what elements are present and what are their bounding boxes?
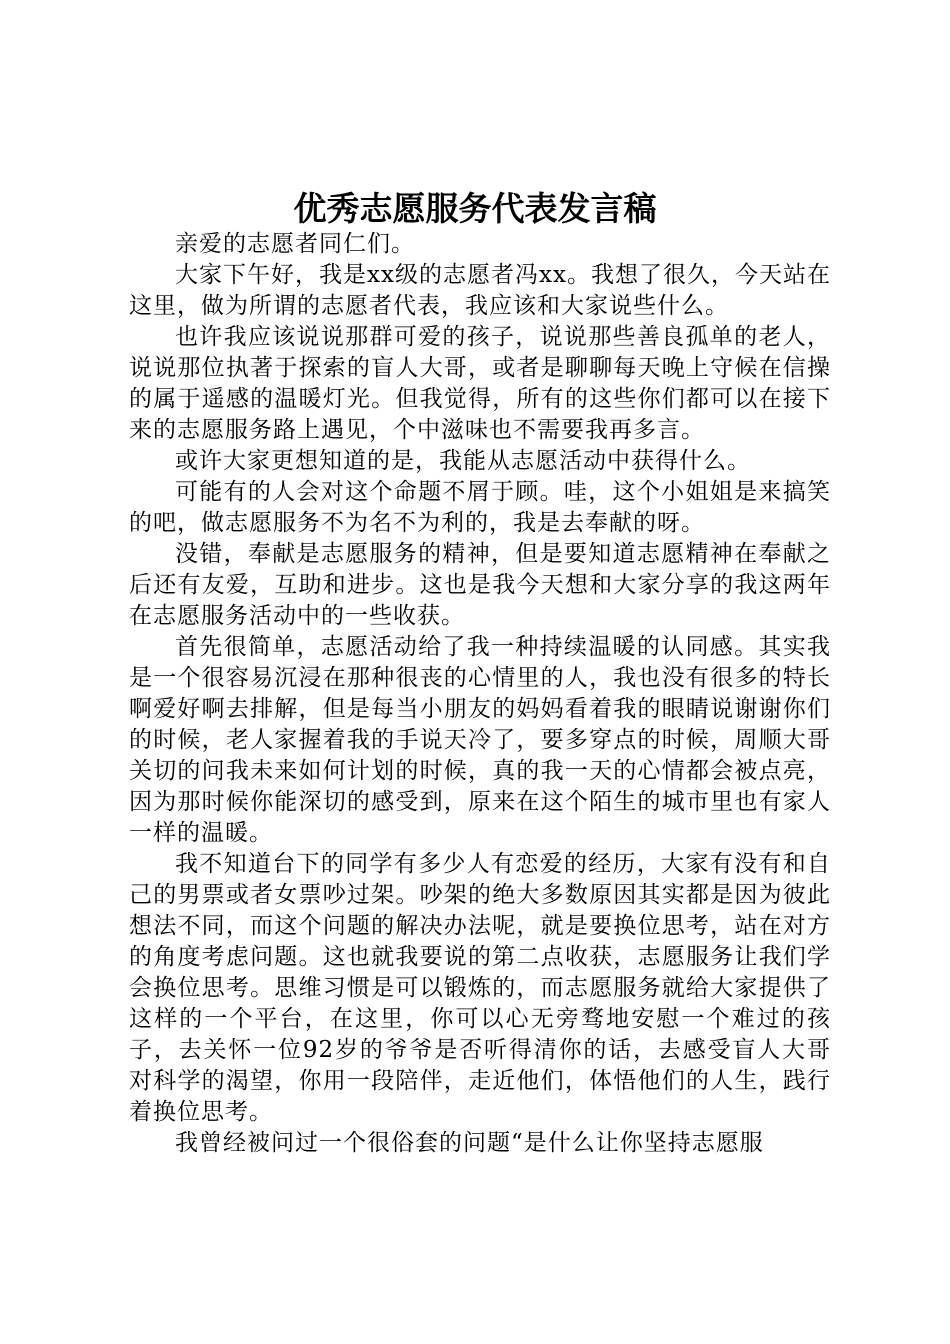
paragraph-question: 或许大家更想知道的是，我能从志愿活动中获得什么。 <box>175 448 751 474</box>
paragraph-spirit: 没错，奉献是志愿服务的精神，但是要知道志愿精神在奉献之后还有友爱，互助和进步。这也是我今天想和大家分享的我这两年在志愿服务活动中的一些收获。 <box>129 541 831 629</box>
paragraph-persistence: 我曾经被问过一个很俗套的问题“是什么让你坚持志愿服 <box>175 1130 764 1156</box>
paragraph-first-gain: 首先很简单，志愿活动给了我一种持续温暖的认同感。其实我是一个很容易沉浸在那种很丧的心情里的人，我也没有很多的特长啊爱好啊去排解，但是每当小朋友的妈妈看着我的眼睛说谢谢你们的时候，老人家握着我的手说天冷了，要多穿点的时候，周顺大哥关切的问我未来如何计划的时候，真的我一天的心情都会被点亮，因为那时候你能深切的感受到，原来在这个陌生的城市里也有家人一样的温暖。 <box>129 634 831 846</box>
document-title: 优秀志愿服务代表发言稿 <box>293 189 657 228</box>
paragraph-experiences: 也许我应该说说那群可爱的孩子，说说那些善良孤单的老人，说说那位执著于探索的盲人大哥，或者是聊聊每天晚上守候在信操的属于遥感的温暖灯光。但我觉得，所有的这些你们都可以在接下来的志愿服务路上遇见，个中滋味也不需要我再多言。 <box>129 324 831 443</box>
paragraph-objection: 可能有的人会对这个命题不屑于顾。哇，这个小姐姐是来搞笑的吧，做志愿服务不为名不为利的，我是去奉献的呀。 <box>129 479 831 536</box>
paragraph-greeting: 亲爱的志愿者同仁们。 <box>175 231 415 257</box>
document-body <box>129 229 831 1159</box>
paragraph-introduction: 大家下午好，我是xx级的志愿者冯xx。我想了很久，今天站在这里，做为所谓的志愿者代表，我应该和大家说些什么。 <box>129 262 831 319</box>
paragraph-second-gain: 我不知道台下的同学有多少人有恋爱的经历，大家有没有和自己的男票或者女票吵过架。吵架的绝大多数原因其实都是因为彼此想法不同，而这个问题的解决办法呢，就是要换位思考，站在对方的角度考虑问题。这也就我要说的第二点收获，志愿服务让我们学会换位思考。思维习惯是可以锻炼的，而志愿服务就给大家提供了这样的一个平台，在这里，你可以心无旁骛地安慰一个难过的孩子，去关怀一位92岁的爷爷是否听得清你的话，去感受盲人大哥对科学的渴望，你用一段陪伴，走近他们，体悟他们的人生，践行着换位思考。 <box>129 851 831 1125</box>
